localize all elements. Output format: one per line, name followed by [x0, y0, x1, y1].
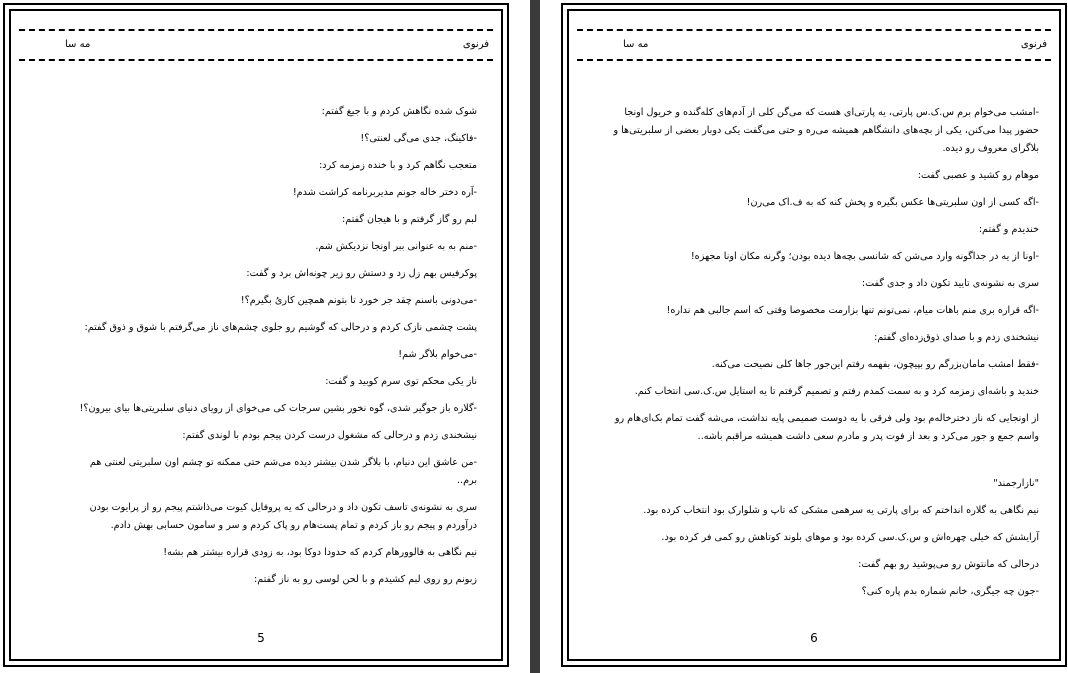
paragraph: خندید و باشه‌ای زمزمه کرد و به سمت کمدم رفتم و تصمیم گرفتم تا یه استایل س.ک.سی انتخاب کنم. — [634, 386, 1039, 397]
paragraph: سری به نشونه‌ی تایید تکون داد و جدی گفت: — [861, 278, 1039, 289]
paragraph: پشت چشمی نازک کردم و درحالی که گوشیم رو جلوی چشم‌های ناز می‌گرفتم با شوق و ذوق گفتم: — [84, 322, 477, 333]
paragraph: نیم نگاهی به گلاره انداختم که برای پارتی یه سرهمی مشکی که تاپ و شلوارک بود انتخاب کرده بود. — [643, 505, 1039, 516]
paragraph: زبونم رو روی لبم کشیدم و با لحن لوسی رو به ناز گفتم: — [254, 574, 477, 585]
header-title: مه سا — [65, 39, 91, 50]
page-6 — [561, 3, 1067, 667]
paragraph: متعجب نگاهم کرد و با خنده زمزمه کرد: — [319, 160, 477, 171]
paragraph: از اونجایی که ناز دخترخاله‌م بود ولی فرقی با یه دوست صمیمی پایه نداشت، می‌شه گفت تمام بک‌ای‌هام رو واسم جمع و جور می‌کرد و بعد از فوت پدر و مادرم سعی داشت همیشه مراقبم باشه.. — [614, 413, 1039, 442]
page-gutter — [530, 0, 540, 673]
paragraph: نیشخندی زدم و درحالی که مشغول درست کردن پیجم بودم با لوندی گفتم: — [182, 430, 477, 441]
header-author: فرنوی — [1020, 39, 1047, 50]
page-5 — [3, 3, 509, 667]
paragraph: پوکرفیس بهم زل زد و دستش رو زیر چونه‌اش برد و گفت: — [246, 268, 477, 279]
paragraph: -فقط امشب مامان‌بزرگم رو بپیچون، بفهمه رفتم این‌جور جاها کلی نصیحت می‌کنه. — [711, 359, 1039, 370]
paragraph: درحالی که مانتوش رو می‌پوشید رو بهم گفت: — [858, 559, 1039, 570]
paragraph: نیشخندی زدم و با صدای ذوق‌زده‌ای گفتم: — [874, 332, 1039, 343]
paragraph: -می‌خوام بلاگر شم! — [398, 349, 477, 360]
paragraph: -اونا از یه در جداگونه وارد می‌شن که شانسی بچه‌ها دیده بودن؛ وگرنه مکان اونا مجهزه! — [690, 251, 1039, 262]
header-divider-top — [577, 29, 1051, 31]
paragraph: موهام رو کشید و عصبی گفت: — [917, 170, 1039, 181]
section-gap — [607, 455, 1039, 475]
paragraph: -گلاره باز جوگیر شدی، گوه نخور بشین سرجات کی می‌خوای از رویای دنیای سلبریتی‌ها بیای بیرون؟! — [79, 403, 477, 414]
paragraph: لبم رو گاز گرفتم و با هیجان گفتم: — [342, 214, 477, 225]
paragraph: شوک شده نگاهش کردم و با جیغ گفتم: — [321, 106, 477, 117]
header-divider-top — [19, 29, 493, 31]
paragraph: -آره دختر خاله جونم مدیربرنامه کراشت شدم! — [292, 187, 477, 198]
page-number — [5, 631, 507, 645]
page-number-text: 6 — [810, 631, 818, 645]
paragraph: -جون چه جیگری، خانم شماره بدم پاره کنی؟ — [861, 586, 1039, 597]
header-divider-bottom — [19, 59, 493, 61]
header-author: فرنوی — [462, 39, 489, 50]
paragraph: -امشب می‌خوام برم س.ک.س پارتی، یه پارتی‌ای هست که می‌گن کلی از آدم‌های کله‌گنده و خریول اونجا حضور پیدا می‌کنن، یکی از بچه‌های دانشگاهم همیشه می‌ره و حتی می‌گفت یکی دوبار بعضی از سلبریتی‌ها و بلاگرای معروف رو دیده. — [613, 107, 1039, 154]
paragraph: -اگه قراره بری منم باهات میام، نمی‌تونم تنها بزارمت مخصوصا وقتی که اسم جالبی هم نداره! — [666, 305, 1039, 316]
paragraph: خندیدم و گفتم: — [978, 224, 1039, 235]
paragraph: -منم به به عنوانی ببر اونجا نزدیکش شم. — [315, 241, 477, 252]
paragraph: -می‌دونی باسنم چقد جر خورد تا بتونم همچین کاریُ بگیرم؟! — [240, 295, 477, 306]
paragraph: سری به نشونه‌ی تاسف تکون داد و درحالی که یه پروفایل کیوت می‌ذاشتم پیجم رو از پرایوت بودن درآوردم و پیجم رو باز کردم و تمام پست‌هام رو پاک کردم و سر و سامون حسابی بهش دادم. — [89, 502, 477, 531]
paragraph: -اگه کسی از اون سلبریتی‌ها عکس بگیره و پخش کنه که به ف.اک می‌رن! — [746, 197, 1039, 208]
page-body — [607, 104, 1039, 610]
page-number-text: 5 — [257, 631, 265, 645]
paragraph: -من عاشق این دنیام، با بلاگر شدن بیشتر دیده می‌شم حتی ممکنه تو چشم اون سلبریتی لعنتی هم برم.. — [89, 457, 477, 486]
header-title: مه سا — [623, 39, 649, 50]
page-number — [563, 631, 1065, 645]
paragraph: ناز یکی محکم توی سرم کوبید و گفت: — [325, 376, 477, 387]
page-body — [77, 103, 477, 598]
paragraph: آرایشش که خیلی چهره‌اش و س.ک.سی کرده بود و موهای بلوند کوتاهش رو کمی فر کرده بود. — [661, 532, 1039, 543]
header-divider-bottom — [577, 59, 1051, 61]
paragraph: نیم نگاهی به فالوورهام کردم که حدودا دوکا بود، به زودی قراره بیشتر هم بشه! — [163, 547, 477, 558]
section-title: "نازارجمند" — [993, 478, 1039, 489]
paragraph: -فاکینگ، جدی می‌گی لعنتی؟! — [360, 133, 477, 144]
